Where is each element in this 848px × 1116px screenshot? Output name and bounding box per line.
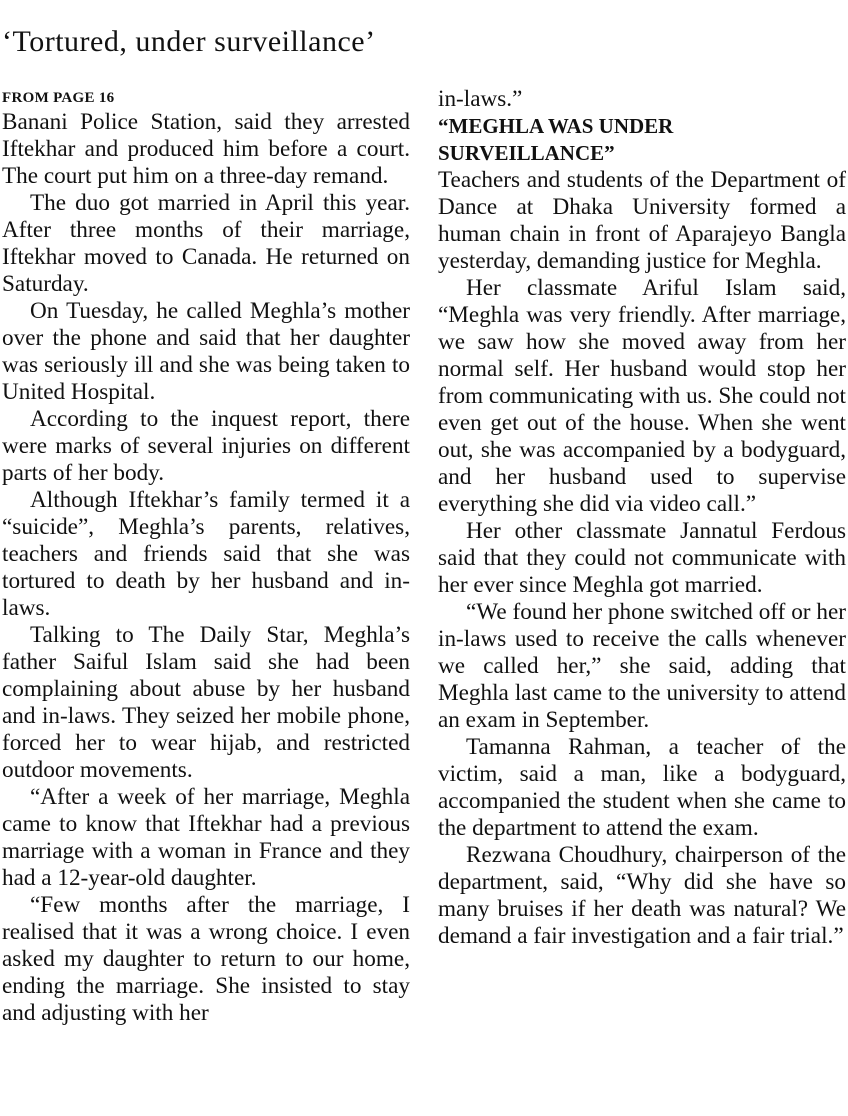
article-column-left [2, 86, 410, 1027]
paragraph: The duo got married in April this year. After three months of their marriage, Iftekhar moved to Canada. He returned on Saturday. [2, 190, 410, 297]
paragraph: According to the inquest report, there were marks of several injuries on different parts of her body. [2, 406, 410, 486]
subheading: “MEGHLA WAS UNDER SURVEILLANCE” [438, 114, 674, 165]
paragraph: Her classmate Ariful Islam said, “Meghla was very friendly. After marriage, we saw how she moved away from her normal self. Her husband would stop her from communicating with us. She could not even get out of the house. When she went out, she was accompanied by a bodyguard, and her husband used to supervise everything she did via video call.” [438, 275, 846, 517]
headline: ‘Tortured, under surveillance’ [2, 25, 376, 58]
continuation-text: in-laws.” [438, 86, 523, 112]
paragraph: On Tuesday, he called Meghla’s mother over the phone and said that her daughter was seriously ill and she was being taken to United Hospital. [2, 298, 410, 405]
article-column-right [438, 86, 846, 950]
paragraph: “Few months after the marriage, I realised that it was a wrong choice. I even asked my daughter to return to our home, ending the marriage. She insisted to stay and adjusting with her [2, 892, 410, 1026]
paragraph: Banani Police Station, said they arrested Iftekhar and produced him before a court. The court put him on a three-day remand. [2, 109, 410, 189]
jump-label: FROM PAGE 16 [2, 90, 115, 106]
paragraph: “We found her phone switched off or her in-laws used to receive the calls whenever we called her,” she said, adding that Meghla last came to the university to attend an exam in September. [438, 599, 846, 733]
paragraph: “After a week of her marriage, Meghla came to know that Iftekhar had a previous marriage with a woman in France and they had a 12-year-old daughter. [2, 784, 410, 891]
paragraph: Talking to The Daily Star, Meghla’s father Saiful Islam said she had been complaining about abuse by her husband and in-laws. They seized her mobile phone, forced her to wear hijab, and restricted outdoor movements. [2, 622, 410, 783]
paragraph: Although Iftekhar’s family termed it a “suicide”, Meghla’s parents, relatives, teachers and friends said that she was tortured to death by her husband and in-laws. [2, 487, 410, 621]
paragraph: Her other classmate Jannatul Ferdous said that they could not communicate with her ever since Meghla got married. [438, 518, 846, 598]
paragraph: Tamanna Rahman, a teacher of the victim, said a man, like a bodyguard, accompanied the student when she came to the department to attend the exam. [438, 734, 846, 841]
paragraph: Rezwana Choudhury, chairperson of the department, said, “Why did she have so many bruises if her death was natural? We demand a fair investigation and a fair trial.” [438, 842, 846, 949]
paragraph: Teachers and students of the Department of Dance at Dhaka University formed a human chain in front of Aparajeyo Bangla yesterday, demanding justice for Meghla. [438, 167, 846, 274]
